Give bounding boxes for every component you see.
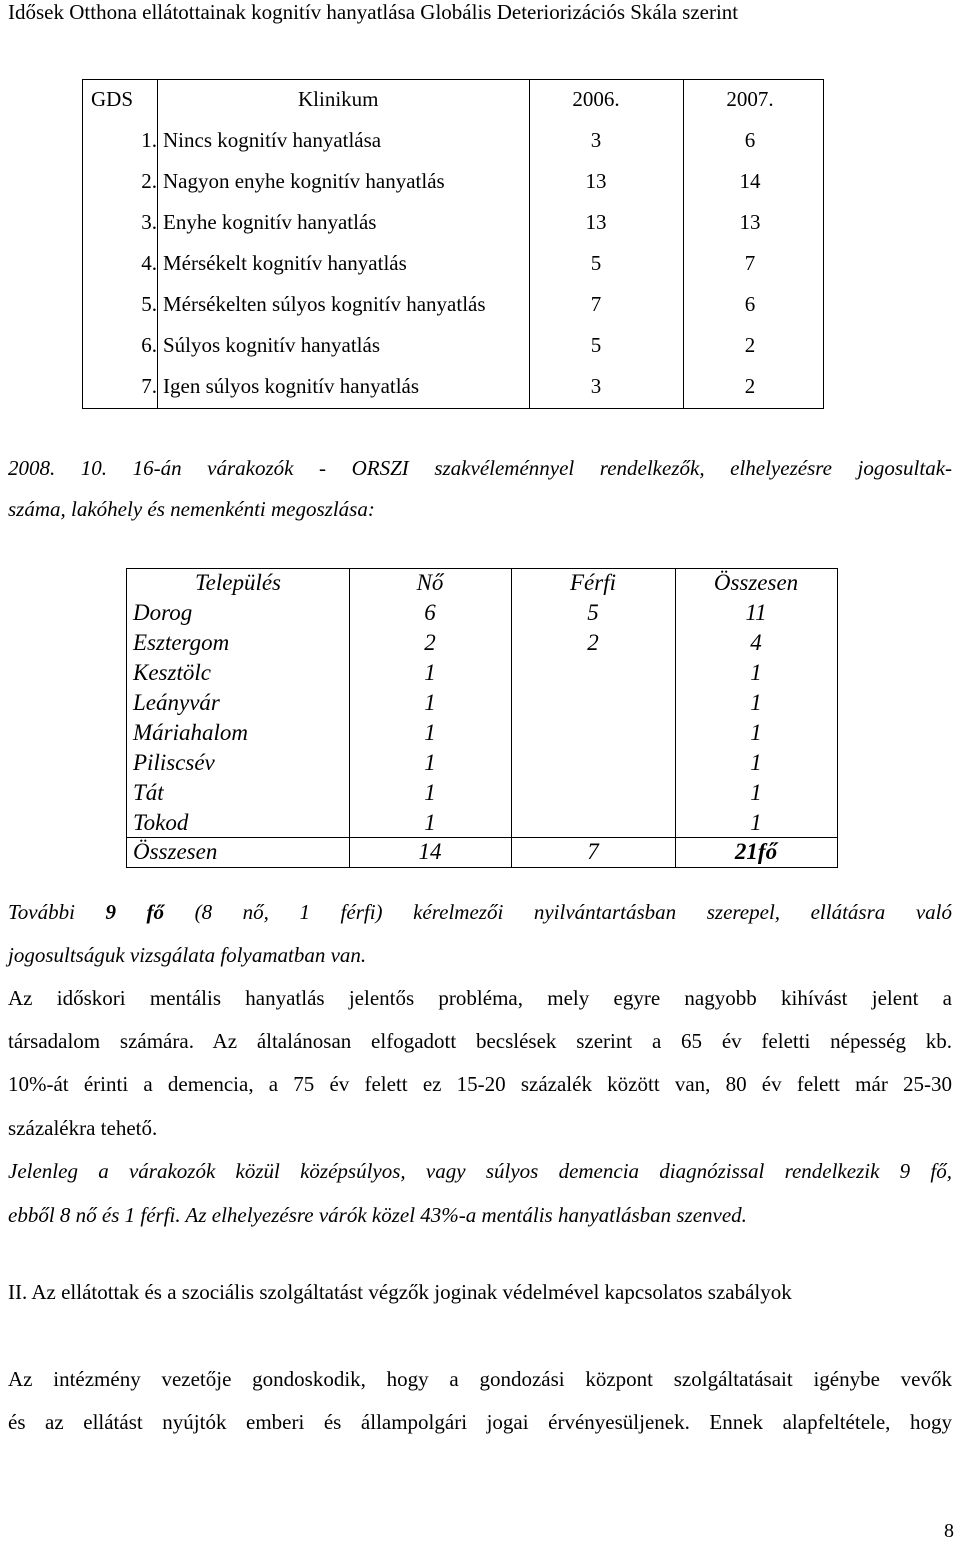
table-row: [83, 203, 823, 244]
row-2006: 13: [585, 169, 607, 193]
further-prefix: További: [8, 900, 106, 924]
row-number: 5.: [141, 292, 157, 316]
row-name: Nincs kognitív hanyatlása: [163, 128, 382, 152]
row-town: Dorog: [133, 600, 193, 625]
row-number: 2.: [141, 169, 157, 193]
paragraph-1-line: százalékra tehető.: [8, 1116, 158, 1140]
row-female: 6: [424, 600, 436, 625]
row-female: 1: [424, 750, 436, 775]
row-2006: 7: [590, 292, 602, 316]
row-total: 1: [750, 750, 762, 775]
row-female: 1: [424, 690, 436, 715]
row-name: Igen súlyos kognitív hanyatlás: [163, 374, 420, 398]
row-2006: 3: [590, 374, 602, 398]
row-number: 6.: [141, 333, 157, 357]
row-2007: 2: [744, 374, 756, 398]
row-2006: 3: [590, 128, 602, 152]
paragraph-1-line: társadalom számára. Az általánosan elfogadott becslések szerint a 65 év feletti népesség kb.: [8, 1029, 952, 1053]
row-female: 2: [424, 630, 436, 655]
row-total: 4: [750, 630, 762, 655]
table-row: [127, 719, 837, 749]
row-2007: 6: [744, 292, 756, 316]
table-row: [127, 599, 837, 629]
row-total: 1: [750, 660, 762, 685]
row-male: 2: [587, 630, 599, 655]
intro-line-2: száma, lakóhely és nemenkénti megoszlása:: [8, 497, 375, 521]
row-name: Mérsékelt kognitív hanyatlás: [163, 251, 407, 275]
row-town: Leányvár: [133, 690, 220, 715]
row-number: 7.: [141, 374, 157, 398]
row-2007: 6: [744, 128, 756, 152]
intro-line-1: [8, 456, 952, 481]
paragraph-2-line: ebből 8 nő és 1 férfi. Az elhelyezésre várók közel 43%-a mentális hanyatlásban szenved.: [8, 1203, 747, 1227]
table-row: [83, 162, 823, 203]
further-line-1: [8, 900, 952, 925]
page-number: 8: [944, 1520, 954, 1542]
section-number: II.: [8, 1280, 28, 1304]
row-2006: 5: [590, 251, 602, 275]
further-line-2: jogosultságuk vizsgálata folyamatban van.: [8, 943, 367, 967]
row-total: 1: [750, 810, 762, 835]
row-2007: 14: [739, 169, 761, 193]
table-header-row: [127, 569, 837, 599]
row-female: 1: [424, 810, 436, 835]
header-no: Nő: [416, 570, 444, 595]
row-number: 3.: [141, 210, 157, 234]
row-2007: 2: [744, 333, 756, 357]
table-total-row: [127, 838, 837, 868]
table-row: [127, 629, 837, 659]
row-name: Enyhe kognitív hanyatlás: [163, 210, 377, 234]
table-row: [127, 809, 837, 839]
table-row: [127, 659, 837, 689]
further-count: 9 fő: [105, 900, 165, 924]
row-town: Máriahalom: [133, 720, 248, 745]
row-female: 1: [424, 660, 436, 685]
table-row: [83, 326, 823, 367]
header-2007: 2007.: [726, 87, 774, 111]
row-2006: 13: [585, 210, 607, 234]
paragraph-3-line: Az intézmény vezetője gondoskodik, hogy a gondozási központ szolgáltatásait igénybe vevők: [8, 1367, 952, 1391]
town-table: [126, 568, 838, 868]
header-telepules: Település: [194, 570, 282, 595]
section-title: Az ellátottak és a szociális szolgáltatást végzők joginak védelmével kapcsolatos szabályok: [27, 1280, 792, 1304]
row-number: 1.: [141, 128, 157, 152]
header-klinikum: Klinikum: [298, 87, 379, 111]
table-row: [83, 244, 823, 285]
table-row: [83, 285, 823, 326]
paragraph-3-line: és az ellátást nyújtók emberi és állampolgári jogai érvényesüljenek. Ennek alapfeltétele, hogy: [8, 1410, 952, 1434]
row-town: Tát: [133, 780, 164, 805]
header-gds: GDS: [91, 87, 134, 111]
row-2007: 13: [739, 210, 761, 234]
intro-text: várakozók - ORSZI szakvéleménnyel rendelkezők, elhelyezésre jogosultak-: [181, 456, 953, 480]
gds-table: [82, 79, 824, 409]
section-heading: [8, 1280, 792, 1305]
header-2006: 2006.: [572, 87, 620, 111]
row-female: 1: [424, 720, 436, 745]
total-female: 14: [418, 839, 442, 864]
paragraph-1-line: 10%-át érinti a demencia, a 75 év felett ez 15-20 százalék között van, 80 év felett már 25-30: [8, 1072, 952, 1096]
row-male: 5: [587, 600, 599, 625]
table-row: [127, 749, 837, 779]
row-town: Piliscsév: [133, 750, 215, 775]
row-total: 11: [745, 600, 767, 625]
table-row: [127, 779, 837, 809]
row-number: 4.: [141, 251, 157, 275]
header-osszesen: Összesen: [713, 570, 799, 595]
total-male: 7: [587, 839, 599, 864]
row-town: Tokod: [133, 810, 189, 835]
row-2006: 5: [590, 333, 602, 357]
row-town: Kesztölc: [133, 660, 211, 685]
row-name: Nagyon enyhe kognitív hanyatlás: [163, 169, 445, 193]
row-total: 1: [750, 720, 762, 745]
paragraph-1-line: Az időskori mentális hanyatlás jelentős probléma, mely egyre nagyobb kihívást jelent a: [8, 986, 952, 1010]
intro-date: 2008. 10. 16-án: [8, 456, 182, 480]
table-row: [127, 689, 837, 719]
total-all: 21fő: [734, 839, 778, 864]
table-row: [83, 367, 823, 408]
row-total: 1: [750, 780, 762, 805]
table-row: [83, 121, 823, 162]
row-name: Mérsékelten súlyos kognitív hanyatlás: [163, 292, 486, 316]
header-ferfi: Férfi: [570, 570, 616, 595]
row-female: 1: [424, 780, 436, 805]
row-name: Súlyos kognitív hanyatlás: [163, 333, 380, 357]
total-label: Összesen: [133, 839, 218, 864]
further-text: (8 nő, 1 férfi) kérelmezői nyilvántartásban szerepel, ellátásra való: [164, 900, 952, 924]
table-header-row: [83, 80, 823, 121]
row-town: Esztergom: [133, 630, 230, 655]
page-heading: Idősek Otthona ellátottainak kognitív hanyatlása Globális Deteriorizációs Skála szerint: [8, 0, 739, 24]
paragraph-2-line: Jelenleg a várakozók közül középsúlyos, vagy súlyos demencia diagnózissal rendelkezik 9 fő,: [8, 1159, 952, 1183]
row-2007: 7: [744, 251, 756, 275]
row-total: 1: [750, 690, 762, 715]
